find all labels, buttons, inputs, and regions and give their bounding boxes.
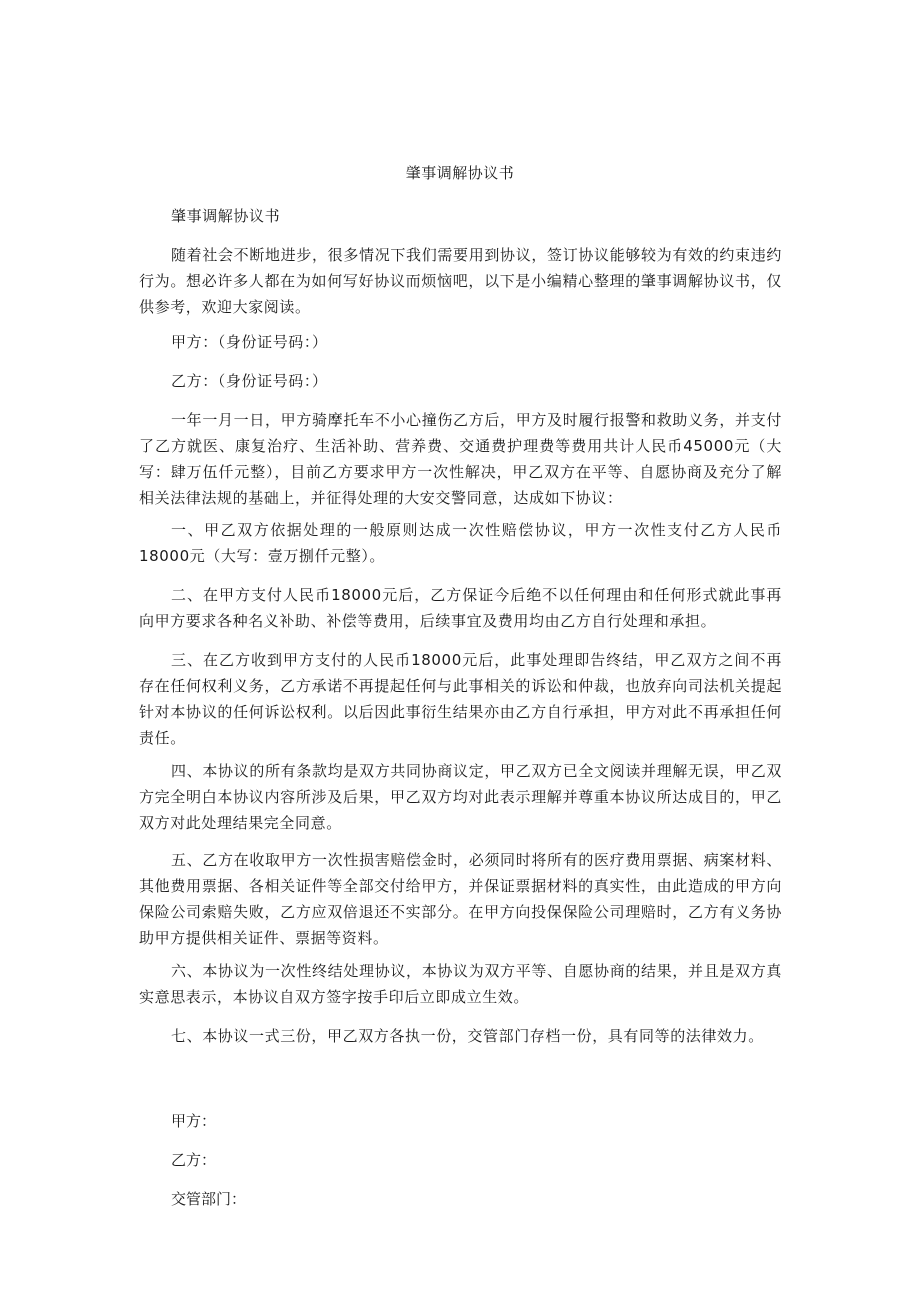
clause-1: [139, 517, 782, 569]
party-a-text: 甲方：（身份证号码：）: [171, 333, 328, 351]
clause-text: 五、乙方在收取甲方一次性损害赔偿金时，必须同时将所有的医疗费用票据、病案材料、其他费用票据、各相关证件等全部交付给甲方，并保证票据材料的真实性，由此造成的甲方向保险公司索赔失败，乙方应双倍退还不实部分。在甲方向投保保险公司理赔时，乙方有义务协助甲方提供相关证件、票据等资料。: [139, 851, 782, 947]
background-text: 一年一月一日，甲方骑摩托车不小心撞伤乙方后，甲方及时履行报警和救助义务，并支付了乙方就医、康复治疗、生活补助、营养费、交通费护理费等费用共计人民币45000元（大写：肆万伍仟元整），目前乙方要求甲方一次性解决，甲乙双方在平等、自愿协商及充分了解相关法律法规的基础上，并征得处理的大安交警同意，达成如下协议：: [139, 411, 782, 507]
intro-paragraph: [139, 242, 782, 320]
clause-2: [139, 582, 782, 634]
signature-party-a: 甲方：: [171, 1112, 217, 1130]
intro-text: 随着社会不断地进步，很多情况下我们需要用到协议，签订协议能够较为有效的约束违约行为。想必许多人都在为如何写好协议而烦恼吧，以下是小编精心整理的肇事调解协议书，仅供参考，欢迎大家阅读。: [139, 246, 782, 316]
party-a-line: [139, 329, 782, 355]
signature-traffic-dept: 交管部门：: [171, 1190, 247, 1208]
signature-party-b: 乙方：: [171, 1151, 217, 1169]
subtitle-text: 肇事调解协议书: [171, 207, 281, 225]
clause-4: [139, 758, 782, 836]
background-paragraph: [139, 407, 782, 511]
clause-7: [139, 1023, 782, 1049]
clause-3: [139, 647, 782, 751]
party-b-line: [139, 368, 782, 394]
party-b-text: 乙方：（身份证号码：）: [171, 372, 328, 390]
clause-5: [139, 847, 782, 951]
clause-6: [139, 958, 782, 1010]
clause-text: 六、本协议为一次性终结处理协议，本协议为双方平等、自愿协商的结果，并且是双方真实意思表示，本协议自双方签字按手印后立即成立生效。: [139, 962, 782, 1006]
clause-text: 二、在甲方支付人民币18000元后，乙方保证今后绝不以任何理由和任何形式就此事再向甲方要求各种名义补助、补偿等费用，后续事宜及费用均由乙方自行处理和承担。: [139, 586, 782, 630]
document-title: 肇事调解协议书: [405, 164, 515, 182]
clause-text: 一、甲乙双方依据处理的一般原则达成一次性赔偿协议，甲方一次性支付乙方人民币18000元（大写：壹万捌仟元整）。: [139, 521, 782, 565]
clause-text: 三、在乙方收到甲方支付的人民币18000元后，此事处理即告终结，甲乙双方之间不再存在任何权利义务，乙方承诺不再提起任何与此事相关的诉讼和仲裁，也放弃向司法机关提起针对本协议的任何诉讼权利。以后因此事衍生结果亦由乙方自行承担，甲方对此不再承担任何责任。: [139, 651, 782, 747]
clause-text: 四、本协议的所有条款均是双方共同协商议定，甲乙双方已全文阅读并理解无误，甲乙双方完全明白本协议内容所涉及后果，甲乙双方均对此表示理解并尊重本协议所达成目的，甲乙双方对此处理结果完全同意。: [139, 762, 782, 832]
clause-text: 七、本协议一式三份，甲乙双方各执一份，交管部门存档一份，具有同等的法律效力。: [171, 1027, 764, 1045]
document-subtitle: [139, 203, 782, 229]
